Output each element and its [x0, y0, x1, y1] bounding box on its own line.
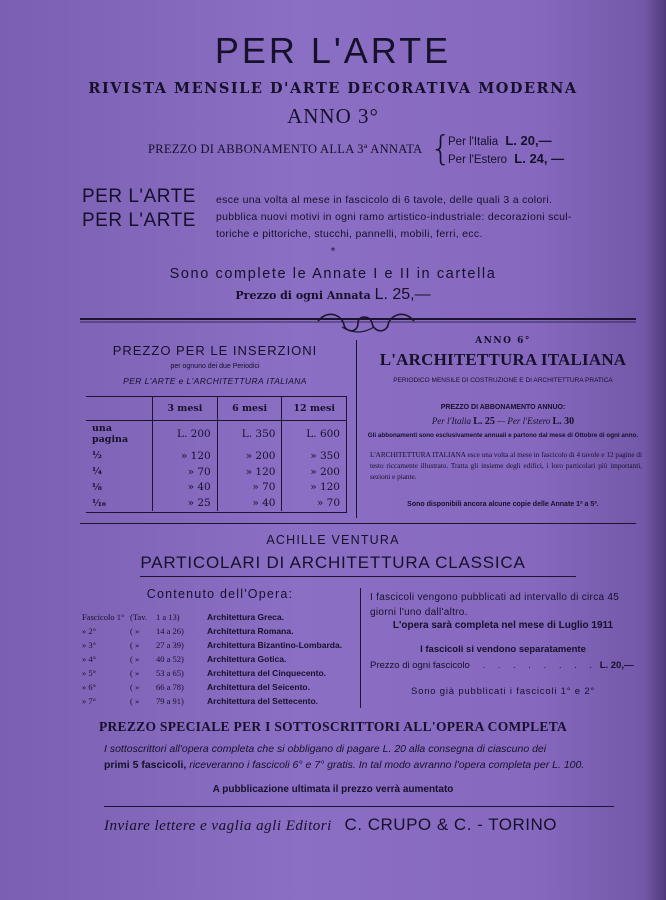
table-cell: » 70 [153, 464, 218, 480]
footer-send: Inviare lettere e vaglia agli Editori [104, 818, 332, 834]
ornament-divider [80, 311, 636, 337]
architettura-available: Sono disponibili ancora alcune copie delle Annate 1ª a 5ª. [407, 501, 599, 508]
magazine-year: ANNO 3° [287, 104, 379, 128]
fascicolo-name: Architettura Bizantino-Lombarda. [207, 640, 343, 650]
price-abroad [448, 151, 564, 166]
architettura-abroad-label: Per l'Estero [507, 416, 551, 426]
table-header: 6 mesi [217, 396, 282, 421]
fascicolo-range: 79 a 91) [156, 696, 184, 706]
special-price-rest: riceveranno i fascicoli 6° e 7° gratis. In tal modo avranno l'opera completa per L. 100. [189, 759, 585, 771]
magazine-title: PER L'ARTE [214, 30, 452, 71]
opera-price [370, 660, 640, 671]
fascicolo-range: 53 a 65) [156, 668, 184, 678]
intro-brand-1: PER L'ARTE [82, 186, 196, 207]
price-italy [448, 133, 552, 148]
price-abroad-label: Per l'Estero [448, 154, 508, 166]
architettura-subtitle: PERIODICO MENSILE DI COSTRUZIONE E DI ARCHITETTURA PRATICA [393, 377, 613, 384]
section-divider [80, 523, 636, 524]
architettura-prices: Per l'Italia L. 25 — Per l'Estero L. 30 [431, 416, 575, 427]
insertion-periodicals: PER L'ARTE e L'ARCHITETTURA ITALIANA [123, 376, 307, 386]
complete-annate: Sono complete le Annate I e II in cartella [169, 266, 497, 282]
fascicolo-range: 14 a 26) [156, 626, 184, 636]
table-cell: » 120 [282, 479, 346, 495]
opera-intro: I fascicoli vengono pubblicati ad intervallo di circa 45 giorni l'uno dall'altro. [370, 592, 620, 618]
intro-brand-2: PER L'ARTE [82, 210, 196, 231]
column-divider-top [356, 340, 357, 518]
fascicolo-paren: ( » [130, 696, 140, 706]
special-price-line-2 [104, 759, 584, 771]
opera-author: ACHILLE VENTURA [266, 533, 400, 547]
opera-contents-heading: Contenuto dell'Opera: [146, 587, 294, 601]
table-cell: L. 350 [217, 421, 282, 448]
table-cell: L. 200 [153, 421, 218, 448]
fascicolo-number: » 5° [82, 668, 97, 678]
insertion-subtitle: per ognuno dei due Periodici [170, 363, 260, 370]
fascicolo-range: 27 a 39) [156, 640, 184, 650]
footer-publisher-name: C. CRUPO & C. - TORINO [344, 815, 558, 834]
fascicolo-number: » 3° [82, 640, 97, 650]
table-cell: » 350 [282, 448, 346, 464]
fascicolo-paren: ( » [130, 682, 140, 692]
table-cell: » 200 [282, 464, 346, 480]
footer-divider [104, 806, 614, 807]
subscription-label: PREZZO DI ABBONAMENTO ALLA 3ª ANNATA [148, 142, 423, 156]
fascicolo-name: Architettura del Cinquecento. [207, 668, 327, 678]
price-italy-label: Per l'Italia [448, 136, 499, 148]
special-price-bold: primi 5 fascicoli, [104, 759, 187, 771]
star-ornament: * [330, 247, 336, 257]
table-cell: una pagina [92, 423, 129, 446]
table-header: 12 mesi [282, 396, 346, 421]
fascicolo-name: Architettura Greca. [207, 612, 284, 622]
table-cell: ⅛ [92, 481, 102, 493]
fascicolo-paren: (Tav. [130, 612, 148, 622]
architettura-italy-label: Per l'Italia [431, 416, 471, 426]
architettura-body: L'ARCHITETTURA ITALIANA esce una volta al mese in fascicolo di 4 tavole e 12 pagine di testo riccamente illustrato. Tratta gli insieme degli edifici, i loro particolari più importanti, sezioni e piante. [370, 451, 642, 481]
brace-icon: { [430, 129, 452, 169]
architettura-title: L'ARCHITETTURA ITALIANA [379, 350, 627, 369]
fascicolo-number: » 6° [82, 682, 97, 692]
table-cell: L. 600 [282, 421, 346, 448]
table-cell: » 70 [282, 495, 346, 511]
annata-price-label: Prezzo di ogni Annata [235, 289, 371, 302]
fascicolo-paren: ( » [130, 640, 140, 650]
column-divider-bottom [360, 588, 361, 708]
fascicolo-number: » 7° [82, 696, 97, 706]
annata-price-value: L. 25,— [374, 286, 431, 303]
table-cell: » 120 [217, 464, 282, 480]
opera-price-label: Prezzo di ogni fascicolo [370, 660, 470, 671]
special-price-line-1: I sottoscrittori all'opera completa che si obbligano di pagare L. 20 alla consegna di ciascuno dei [104, 743, 547, 755]
architettura-price-label: PREZZO DI ABBONAMENTO ANNUO: [440, 404, 566, 411]
opera-completion: L'opera sarà completa nel mese di Luglio 1911 [392, 620, 614, 631]
table-cell: » 200 [217, 448, 282, 464]
opera-published: Sono già pubblicati i fascicoli 1° e 2° [410, 686, 596, 697]
fascicolo-paren: ( » [130, 668, 140, 678]
fascicolo-paren: ( » [130, 654, 140, 664]
architettura-abroad-value: L. 30 [552, 416, 575, 427]
fascicolo-name: Architettura Gotica. [207, 654, 287, 664]
table-header: 3 mesi [153, 396, 218, 421]
intro-text-1: esce una volta al mese in fascicolo di 6 tavole, delle quali 3 a colori. [216, 194, 553, 206]
table-cell: ¼ [92, 466, 102, 477]
opera-price-value: L. 20,— [599, 660, 634, 671]
price-italy-value: L. 20,— [505, 133, 552, 148]
table-cell: » 40 [153, 479, 218, 495]
fascicolo-number: » 4° [82, 654, 97, 664]
table-cell: ¹⁄₁₆ [92, 497, 107, 509]
fascicolo-paren: ( » [130, 626, 140, 636]
architettura-note: Gli abbonamenti sono esclusivamente annuali e partono dal mese di Ottobre di ogni anno. [367, 432, 639, 439]
table-cell: » 25 [153, 495, 218, 511]
architettura-italy-value: L. 25 [473, 416, 495, 427]
opera-title: PARTICOLARI DI ARCHITETTURA CLASSICA [140, 553, 526, 572]
fascicolo-range: 40 a 52) [156, 654, 184, 664]
fascicolo-range: 1 a 13) [156, 612, 180, 622]
fascicolo-number: Fascicolo 1° [82, 612, 125, 622]
page-edge-shadow [644, 0, 666, 900]
table-cell: ½ [92, 450, 102, 462]
fascicolo-range: 66 a 78) [156, 682, 184, 692]
table-cell: » 70 [217, 479, 282, 495]
architettura-year: ANNO 6° [475, 336, 531, 346]
footer-publisher [104, 815, 557, 835]
table-cell: » 40 [217, 495, 282, 511]
special-price-title: PREZZO SPECIALE PER I SOTTOSCRITTORI ALL'OPERA COMPLETA [98, 719, 568, 734]
fascicolo-name: Architettura Romana. [207, 626, 294, 636]
table-cell: » 120 [153, 448, 218, 464]
opera-separately: I fascicoli si vendono separatamente [420, 644, 586, 655]
opera-title-underline [140, 576, 576, 577]
fascicolo-name: Architettura del Settecento. [207, 696, 318, 706]
price-abroad-value: L. 24, — [514, 151, 565, 166]
opera-price-dots: . . . . . . . . [482, 660, 598, 671]
magazine-subtitle: RIVISTA MENSILE D'ARTE DECORATIVA MODERNA [88, 80, 578, 97]
intro-text-3: toriche e pittoriche, stucchi, pannelli, mobili, ferri, ecc. [216, 228, 483, 240]
insertion-table-frame [86, 396, 347, 513]
price-increase-notice: A pubblicazione ultimata il prezzo verrà aumentato [212, 784, 454, 795]
insertion-title: PREZZO PER LE INSERZIONI [112, 343, 318, 358]
fascicolo-name: Architettura del Seicento. [207, 682, 310, 692]
intro-text-2: pubblica nuovi motivi in ogni ramo artistico-industriale: decorazioni scul- [216, 211, 572, 223]
fascicolo-number: » 2° [82, 626, 97, 636]
annata-price [0, 286, 666, 304]
